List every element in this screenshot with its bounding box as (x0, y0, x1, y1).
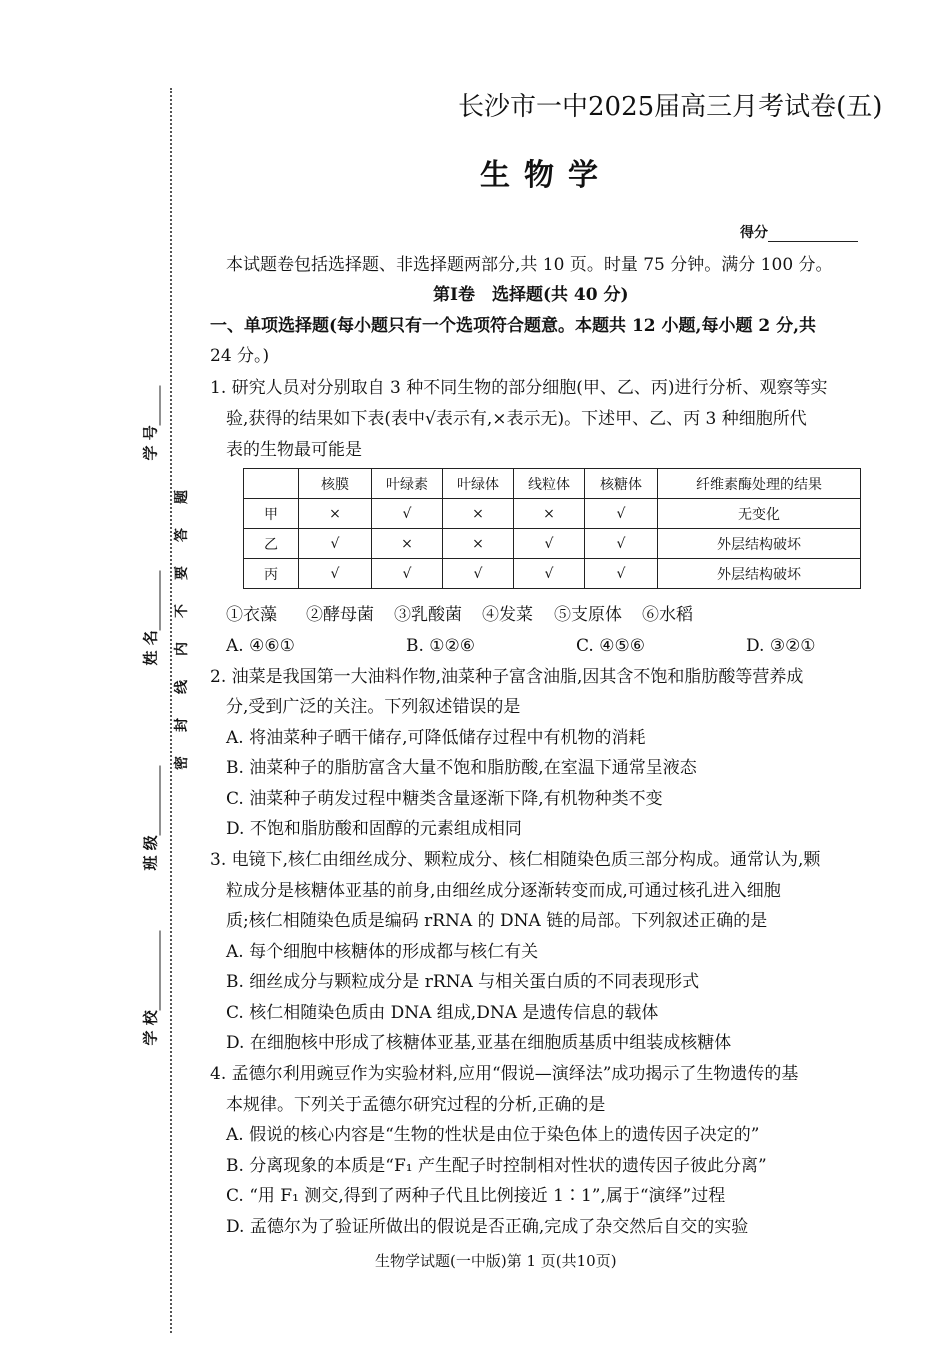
score-blank[interactable] (768, 241, 858, 242)
q2-option-b[interactable]: B. 油菜种子的脂肪富含大量不饱和脂肪酸,在室温下通常呈液态 (226, 758, 697, 778)
q4-option-c[interactable]: C. “用 F₁ 测交,得到了两种子代且比例接近 1∶1”,属于“演绎”过程 (226, 1186, 726, 1206)
q4-stem-line2: 本规律。下列关于孟德尔研究过程的分析,正确的是 (226, 1095, 606, 1115)
table-cell: 丙 (244, 559, 299, 589)
table-cell: × (443, 499, 514, 529)
seal-line-notice: 题 答 要 不 内 线 封 密 (174, 490, 190, 770)
student-id-field (95, 395, 205, 461)
q3-option-a[interactable]: A. 每个细胞中核糖体的形成都与核仁有关 (226, 942, 539, 962)
table-cell: 甲 (244, 499, 299, 529)
table-cell: √ (585, 559, 658, 589)
table-cell: × (443, 529, 514, 559)
school-field (75, 960, 225, 1046)
option-b[interactable]: B. ①②⑥ (406, 636, 476, 656)
option-c[interactable]: C. ④⑤⑥ (576, 636, 645, 656)
part1-heading-line2: 24 分。) (210, 346, 270, 366)
table-row (244, 529, 861, 559)
organism-item: ①衣藻 (226, 605, 277, 625)
table-header-cell: 叶绿体 (443, 469, 514, 499)
intro-text: 本试题卷包括选择题、非选择题两部分,共 10 页。时量 75 分钟。满分 100 分。 (226, 255, 833, 275)
table-cell: × (372, 529, 443, 559)
organism-item: ④发菜 (482, 605, 533, 625)
part1-heading-line1: 一、单项选择题(每小题只有一个选项符合题意。本题共 12 小题,每小题 2 分,共 (210, 316, 817, 336)
table-cell: √ (585, 499, 658, 529)
q4-option-d[interactable]: D. 孟德尔为了验证所做出的假说是否正确,完成了杂交然后自交的实验 (226, 1217, 749, 1237)
class-field (80, 790, 220, 871)
option-d[interactable]: D. ③②① (746, 636, 816, 656)
table-cell: × (299, 499, 372, 529)
page-footer: 生物学试题(一中版)第 1 页(共10页) (375, 1252, 617, 1270)
table-header-row (244, 469, 861, 499)
table-cell: 无变化 (658, 499, 861, 529)
student-id-label: 学 号 (141, 425, 160, 461)
q1-stem-line1: 1. 研究人员对分别取自 3 种不同生物的部分细胞(甲、乙、丙)进行分析、观察等实 (210, 378, 828, 398)
table-cell: √ (514, 559, 585, 589)
organism-item: ⑤支原体 (554, 605, 622, 625)
table-header-cell: 核糖体 (585, 469, 658, 499)
exam-title: 长沙市一中2025届高三月考试卷(五) (458, 92, 883, 122)
q3-option-b[interactable]: B. 细丝成分与颗粒成分是 rRNA 与相关蛋白质的不同表现形式 (226, 972, 700, 992)
q1-options (226, 631, 846, 661)
organism-item: ⑥水稻 (642, 605, 693, 625)
table-row (244, 559, 861, 589)
table-cell: √ (372, 499, 443, 529)
score-label: 得分 (740, 225, 768, 241)
table-header-cell (244, 469, 299, 499)
table-cell: √ (372, 559, 443, 589)
table-cell: × (514, 499, 585, 529)
q4-option-a[interactable]: A. 假说的核心内容是“生物的性状是由位于染色体上的遗传因子决定的” (226, 1125, 760, 1145)
score-field (740, 222, 858, 242)
table-cell: 乙 (244, 529, 299, 559)
q3-option-c[interactable]: C. 核仁相随染色质由 DNA 组成,DNA 是遗传信息的载体 (226, 1003, 659, 1023)
q4-option-b[interactable]: B. 分离现象的本质是“F₁ 产生配子时控制相对性状的遗传因子彼此分离” (226, 1156, 767, 1176)
class-label: 班 级 (141, 835, 160, 871)
table-cell: √ (585, 529, 658, 559)
table-row (244, 499, 861, 529)
table-header-cell: 纤维素酶处理的结果 (658, 469, 861, 499)
table-cell: 外层结构破坏 (658, 529, 861, 559)
table-header-cell: 核膜 (299, 469, 372, 499)
table-header-cell: 线粒体 (514, 469, 585, 499)
section-title: 第Ⅰ卷 选择题(共 40 分) (433, 285, 629, 305)
option-a[interactable]: A. ④⑥① (226, 636, 295, 656)
table-cell: √ (514, 529, 585, 559)
school-label: 学 校 (141, 1010, 160, 1046)
q4-stem-line1: 4. 孟德尔利用豌豆作为实验材料,应用“假说—演绎法”成功揭示了生物遗传的基 (210, 1064, 799, 1084)
table-header-cell: 叶绿素 (372, 469, 443, 499)
q3-stem-line2: 粒成分是核糖体亚基的前身,由细丝成分逐渐转变而成,可通过核孔进入细胞 (226, 881, 781, 901)
name-label: 姓 名 (141, 630, 160, 666)
q3-stem-line1: 3. 电镜下,核仁由细丝成分、颗粒成分、核仁相随染色质三部分构成。通常认为,颗 (210, 850, 821, 870)
table-cell: 外层结构破坏 (658, 559, 861, 589)
organism-item: ③乳酸菌 (394, 605, 462, 625)
q2-stem-line2: 分,受到广泛的关注。下列叙述错误的是 (226, 697, 521, 717)
subject-title: 生物学 (480, 158, 612, 193)
q1-stem-line2: 验,获得的结果如下表(表中√表示有,×表示无)。下述甲、乙、丙 3 种细胞所代 (226, 409, 807, 429)
table-cell: √ (443, 559, 514, 589)
q2-option-d[interactable]: D. 不饱和脂肪酸和固醇的元素组成相同 (226, 819, 522, 839)
table-cell: √ (299, 559, 372, 589)
q1-table (243, 468, 861, 589)
organism-item: ②酵母菌 (306, 605, 374, 625)
q1-organism-list (226, 600, 722, 630)
q2-option-a[interactable]: A. 将油菜种子晒干储存,可降低储存过程中有机物的消耗 (226, 728, 646, 748)
q3-stem-line3: 质;核仁相随染色质是编码 rRNA 的 DNA 链的局部。下列叙述正确的是 (226, 911, 768, 931)
q1-stem-line3: 表的生物最可能是 (226, 440, 362, 460)
q3-option-d[interactable]: D. 在细胞核中形成了核糖体亚基,亚基在细胞质基质中组装成核糖体 (226, 1033, 732, 1053)
q2-stem-line1: 2. 油菜是我国第一大油料作物,油菜种子富含油脂,因其含不饱和脂肪酸等营养成 (210, 667, 804, 687)
table-cell: √ (299, 529, 372, 559)
q2-option-c[interactable]: C. 油菜种子萌发过程中糖类含量逐渐下降,有机物种类不变 (226, 789, 663, 809)
